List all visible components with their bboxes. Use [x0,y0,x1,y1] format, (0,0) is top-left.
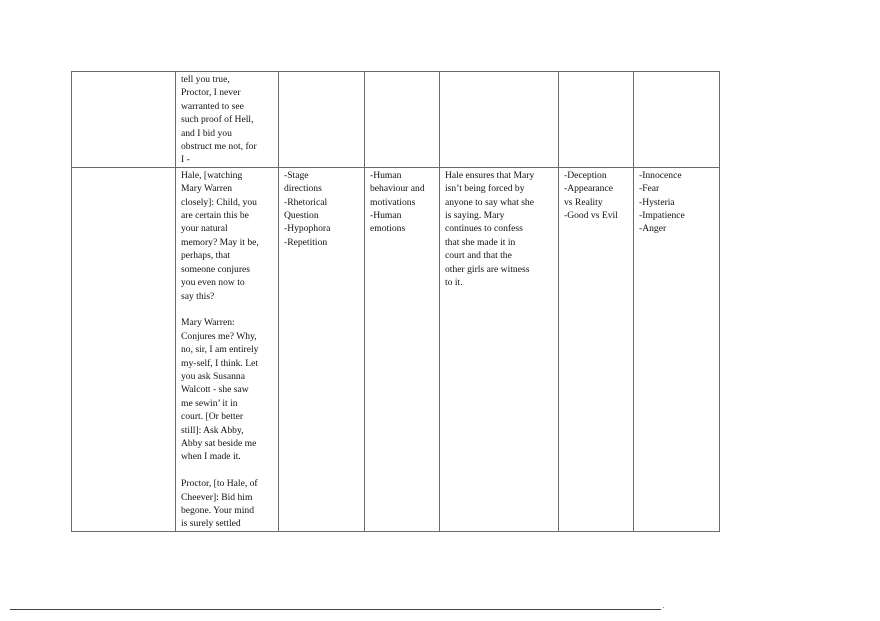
cell-text-line: Mary Warren [181,183,232,195]
empty-cell [365,72,440,168]
cell-text-line: still]: Ask Abby, [181,424,244,436]
empty-cell [634,72,720,168]
cell-text-line: begone. Your mind [181,504,255,516]
cell-text-line: -Rhetorical [284,196,328,208]
empty-cell [279,72,365,168]
cell-text-line: tell you true, [181,74,230,85]
cell-text-line: Hale, [watching [181,169,243,181]
table-row [72,72,720,168]
cell-text-line: that she made it in [445,236,516,248]
cell-text-line: -Anger [639,223,667,235]
cell-text-line: -Human [370,169,402,181]
cell-text-line: Walcott - she saw [181,384,249,396]
empty-cell [72,72,176,168]
cell-text-line: -Impatience [639,210,685,222]
cell-text-line: closely]: Child, you [181,196,257,208]
techniques-cell [279,167,365,531]
explanation-cell [440,167,559,531]
cell-text-line: your natural [181,223,228,235]
cell-text-line: I - [181,154,190,166]
cell-text-line: say this? [181,290,215,302]
cell-text-line: you even now to [181,277,245,289]
cell-text-line: -Good vs Evil [564,210,618,222]
table-row [72,167,720,531]
paragraph-gap [181,464,275,477]
cell-text-line: obstruct me not, for [181,141,257,153]
analysis-table [71,71,720,532]
cell-text-line: warranted to see [181,100,244,112]
cell-text-line: anyone to say what she [445,196,534,208]
cell-text-line: no, sir, I am entirely [181,344,259,356]
cell-text-line: -Hysteria [639,196,675,208]
cell-text-line: Abby sat beside me [181,437,257,449]
cell-text-line: emotions [370,223,406,235]
cell-text-line: you ask Susanna [181,370,245,382]
cell-text-line: memory? May it be, [181,236,259,248]
cell-text-line: -Appearance [564,183,613,195]
emotions-cell [634,167,720,531]
cell-text-line: -Deception [564,169,607,181]
cell-text-line: Mary Warren: [181,317,235,329]
cell-text-line: someone conjures [181,263,251,275]
cell-text-line: directions [284,183,322,195]
cell-text-line: Hale ensures that Mary [445,169,535,181]
themes-cell [559,167,634,531]
cell-text-line: motivations [370,196,416,208]
cell-text-line: Cheever]: Bid him [181,491,253,503]
cell-text-line: court and that the [445,250,512,262]
cell-text-line: to it. [445,277,463,289]
cell-text-line: Proctor, I never [181,87,241,99]
cell-text-line: -Stage [284,169,309,181]
footer-dot [663,607,664,608]
empty-cell [559,72,634,168]
cell-text-line: isn’t being forced by [445,183,525,195]
context-cell [365,167,440,531]
cell-text-line: is surely settled [181,518,241,530]
empty-cell [72,167,176,531]
cell-text-line: other girls are witness [445,263,530,275]
cell-text-line: are certain this be [181,210,249,222]
cell-text-line: behaviour and [370,183,425,195]
cell-text-line: -Innocence [639,169,682,181]
cell-text-line: such proof of Hell, [181,114,254,126]
cell-text-line: is saying. Mary [445,210,505,222]
cell-text-line: vs Reality [564,196,603,208]
cell-text-line: court. [Or better [181,411,244,423]
cell-text-line: me sewin’ it in [181,397,238,409]
quote-cell [176,167,279,531]
quote-cell [176,72,279,168]
cell-text-line: when I made it. [181,451,241,463]
paragraph-gap [181,303,275,316]
cell-text-line: -Hypophora [284,223,331,235]
cell-text-line: Conjures me? Why, [181,330,257,342]
cell-text-line: Proctor, [to Hale, of [181,478,258,490]
cell-text-line: -Repetition [284,236,328,248]
cell-text-line: -Human [370,210,402,222]
empty-cell [440,72,559,168]
cell-text-line: -Fear [639,183,660,195]
cell-text-line: Question [284,210,319,222]
cell-text-line: perhaps, that [181,250,231,262]
cell-text-line: and I bid you [181,127,232,139]
cell-text-line: my-self, I think. Let [181,357,258,369]
cell-text-line: continues to confess [445,223,523,235]
footer-rule [10,609,661,610]
